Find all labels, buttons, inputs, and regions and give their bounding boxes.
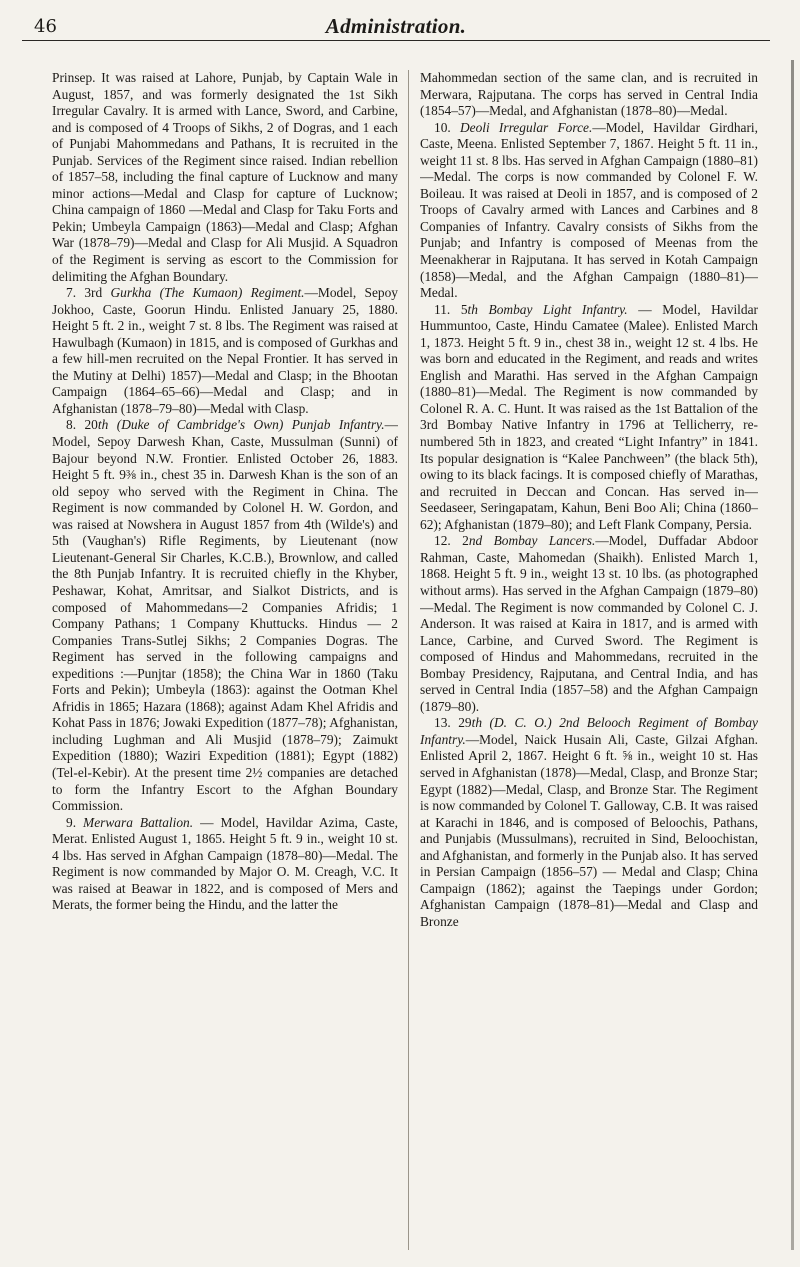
text-run: —Model, Sepoy Jokhoo, Caste, Goorun Hindu. Enlisted January 25, 1880. Height 5 ft. 2 in., weight 7 st. 8 lbs. The Regiment was raised at Hawulbagh (Kumaon) in 1815, and is composed of Gurkhas and a few hill-men recruited on the Nepal Frontier. It has served in the Mutiny at Delhi) 1857)—Medal and Clasp; in the Bhootan Campaign (1864–65–66)—Medal and Clasp; and in Afghanistan (1878–79–80)—Medal with Clasp.: [52, 285, 398, 416]
running-title: Administration.: [325, 14, 467, 38]
text-run: —Model, Havildar Girdhari, Caste, Meena. Enlisted September 7, 1867. Height 5 ft. 11 in., weight 11 st. 8 lbs. Has served in Afghan Campaign (1880–81)—Medal. The corps is now commanded by Colonel F. W. Boileau. It was raised at Deoli in 1857, and is composed of 2 Troops of Cavalry armed with Lances and Carbines and 8 Companies of Infantry. Cavalry consists of Sikhs from the Punjab; and Infantry is composed of Meenas from the Meenakherar in Rajputana. It has served in Kotah Campaign (1858)—Medal, and the Afghan Campaign (1880–81)—Medal.: [420, 119, 758, 301]
page-edge-shadow: [791, 60, 794, 1250]
regiment-paragraph: [52, 285, 398, 417]
text-run: 13. 29: [434, 715, 472, 731]
regiment-paragraph: [52, 815, 398, 914]
text-run: 12. 2: [434, 533, 469, 549]
regiment-paragraph: [52, 417, 398, 814]
italic-heading: nd Bombay Lancers.: [468, 533, 596, 549]
regiment-paragraph: [420, 533, 758, 715]
text-run: — Model, Havildar Azima, Caste, Merat. Enlisted August 1, 1865. Height 5 ft. 9 in., weight 10 st. 4 lbs. Has served in Afghan Campaign (1878–80)—Medal. The Regiment is now commanded by Major O. M. Creagh, V.C. It was raised at Beawar in 1822, and is composed of Mers and Merats, the former being the Hindu, and the latter the: [52, 814, 398, 913]
italic-heading: Gurkha (The Kumaon) Regiment.: [110, 285, 305, 301]
regiment-paragraph: [420, 302, 758, 534]
text-run: —Model, Naick Husain Ali, Caste, Gilzai Afghan. Enlisted April 2, 1867. Height 6 ft. ⅝ in., weight 10 st. Has served in Afghanistan (1878)—Medal, Clasp, and Bronze Star; Egypt (1882)—Medal, Clasp, and Bronze Star. The Regiment is now commanded by Colonel T. Galloway, C.B. It was raised at Karachi in 1846, and is composed of Beloochis, Pathans, and Punjabis (Mussulmans), recruited in Sind, Beloochistan, and Afghanistan, and formerly in the Punjab also. It has served in Persian Campaign (1856–57) — Medal and Clasp; China Campaign (1862); against the Taepings under Gordon; Afghanistan Campaign (1878–81)—Medal and Clasp and Bronze: [420, 731, 758, 929]
page-header: [22, 14, 770, 41]
text-run: 7. 3rd: [66, 285, 111, 301]
continued-paragraph: [52, 70, 398, 285]
text-run: — Model, Havildar Hummuntoo, Caste, Hindu Camatee (Malee). Enlisted March 1, 1873. Height 5 ft. 9 in., chest 38 in., weight 12 st. 4 lbs. He was born and educated in the Regiment, and reads and writes English and Marathi. Has served in the Afghan Campaign (1880–81)—Medal. The Regiment is now commanded by Colonel R. A. C. Hunt. It was raised as the 1st Battalion of the 3rd Bombay Native Infantry in 1796 at Tellicherry, re-numbered 5th in 1823, and created “Light Infantry” in 1841. Its popular designation is “Kalee Panchween” (the black 5th), owing to its black facings. It is composed chiefly of Marathas, and recruited in Deccan and Concan. Has served in—Seedaseer, Seringapatam, Kahun, Beni Boo Ali; China (1860–62); Afghanistan (1879–80); and Left Flank Company, Persia.: [420, 301, 758, 532]
italic-heading: th (D. C. O.) 2nd Belooch Regiment of Bombay Infantry.: [420, 715, 758, 747]
text-run: —Model, Duffadar Abdoor Rahman, Caste, Mahomedan (Shaikh). Enlisted March 1, 1868. Height 5 ft. 9 in., weight 13 st. 10 lbs. (as photographed without arms). Has served in the Afghan Campaign (1879–80)—Medal. The Regiment is now commanded by Colonel C. J. Anderson. It was raised at Kaira in 1817, and is armed with Lance, Carbine, and Curved Sword. The Regiment is composed of Hindus and Mahommedans, recruited in the Bombay Presidency, Rajputana, and Central India, and has served in Central India (1857–58) and the Afghan Campaign (1879–80).: [420, 533, 758, 714]
italic-heading: Merwara Battalion.: [83, 814, 194, 830]
continued-paragraph: [420, 70, 758, 120]
left-column: [52, 70, 398, 1260]
italic-heading: th (Duke of Cambridge's Own) Punjab Infantry.: [97, 417, 385, 433]
text-run: —Model, Sepoy Darwesh Khan, Caste, Mussulman (Sunni) of Bajour beyond N.W. Frontier. Enlisted October 26, 1883. Height 5 ft. 9⅜ in., chest 35 in. Darwesh Khan is the son of an old sepoy who served with the Regiment in China. The Regiment is now commanded by Colonel H. W. Gordon, and was raised at Nowshera in August 1857 from 4th (Wilde's) and 5th (Vaughan's) Rifle Regiments, by Lieutenant (now Lieutenant-General Sir Charles, K.C.B.), Brownlow, and called the 8th Punjab Infantry. It is recruited chiefly in the Khyber, Peshawar, Kohat, Amritsar, and Sialkot Districts, and is composed of Mahommedans—2 Companies Afridis; 1 Company Pathans; 1 Company Khuttucks. Hindus — 2 Companies Trans-Sutlej Sikhs; 2 Companies Dogras. The Regiment has served in the following campaigns and expeditions :—Punjtar (1858); the China War in 1860 (Taku Forts and Pekin); Umbeyla (1863): against the Ootman Khel Afridis in 1865; Hazara (1868); against Adam Khel Afridis and Kohat Pass in 1876; Jowaki Expedition (1877–78); Afghanistan, including Lughman and Ali Musjid (1878–79); Zaimukt Expedition (1880); Waziri Expedition (1881); Egypt (1882) (Tel-el-Kebir). At the present time 2½ companies are detached to form the Infantry Escort to the Afghan Boundary Commission.: [52, 417, 398, 814]
italic-heading: th Bombay Light Infantry.: [467, 301, 628, 317]
text-run: 8. 20: [66, 417, 98, 433]
regiment-paragraph: [420, 715, 758, 930]
text-run: 11. 5: [434, 301, 468, 317]
regiment-paragraph: [420, 120, 758, 302]
text-run: Prinsep. It was raised at Lahore, Punjab, by Captain Wale in August, 1857, and was formerly designated the 1st Sikh Irregular Cavalry. It is armed with Lance, Sword, and Carbine, and is composed of 4 Troops of Sikhs, 2 of Dogras, and 1 each of Punjabi Mahommedans and Pathans, It is recruited in the Punjab. Services of the Regiment since raised. Indian rebellion of 1857–58, including the final capture of Lucknow and many minor actions—Medal and Clasp for capture of Lucknow; China campaign of 1860 —Medal and Clasp for Taku Forts and Pekin; Umbeyla Campaign (1863)—Medal and Clasp; Afghan War (1878–79)—Medal and Clasp for Ali Musjid. A Squadron of the Regiment is serving as escort to the Commission for delimiting the Afghan Boundary.: [52, 70, 398, 284]
column-divider: [408, 70, 409, 1250]
text-run: Mahommedan section of the same clan, and is recruited in Merwara, Rajputana. The corps has served in Central India (1854–57)—Medal, and Afghanistan (1878–80)—Medal.: [420, 70, 758, 119]
text-run: 10.: [434, 119, 460, 135]
italic-heading: Deoli Irregular Force.: [459, 119, 593, 135]
page-number: 46: [34, 16, 57, 37]
right-column: [420, 70, 758, 1260]
text-run: 9.: [66, 814, 84, 830]
